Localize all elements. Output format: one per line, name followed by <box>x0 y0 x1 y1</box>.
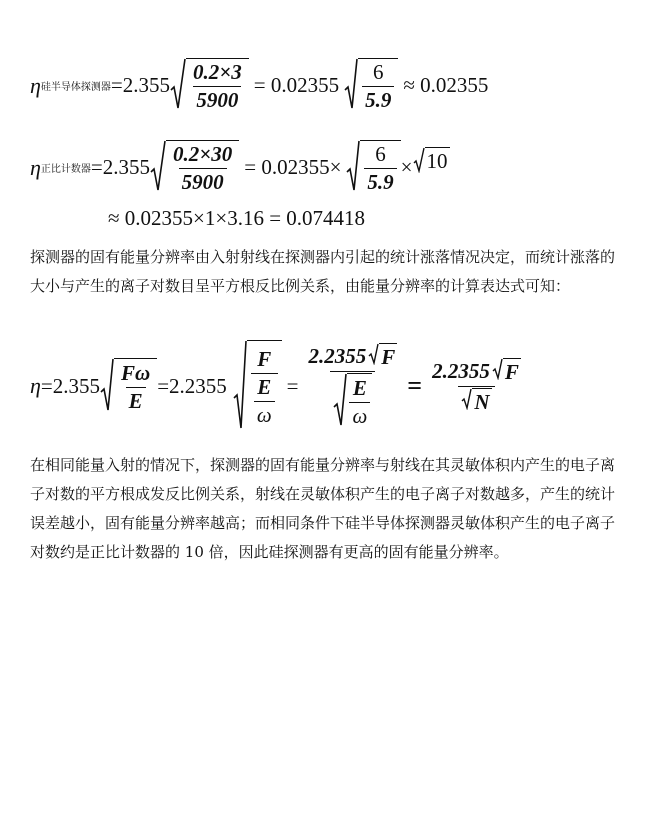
fraction-2 <box>364 142 396 195</box>
denominator: E <box>126 387 146 414</box>
numerator: 0.2×30 <box>173 142 233 166</box>
eta-symbol: η <box>30 373 41 398</box>
sqrt-3 <box>413 147 450 174</box>
numerator: 2.2355 F <box>432 358 519 384</box>
equals-sign: = <box>286 373 299 398</box>
denominator: N <box>458 386 494 415</box>
sqrt-f-omega-over-e <box>100 358 157 414</box>
approx-value: ≈ 0.02355 <box>403 73 489 97</box>
paragraph-statistical-fluctuation: 探测器的固有能量分辨率由入射射线在探测器内引起的统计涨落情况决定，而统计涨落的大小与产生的离子对数目呈平方根反比例关系，由能量分辨率的计算表达式可知： <box>30 248 616 295</box>
fraction-inner <box>254 375 275 428</box>
denominator: $\frac{E}{\omega}$ <box>330 371 375 429</box>
denominator: 5.9 <box>362 86 394 113</box>
sqrt-1 <box>150 140 239 195</box>
fraction-coef-over-sqrt <box>305 343 400 429</box>
sqrt-f-over-e-over-omega <box>233 340 282 432</box>
numerator-e: E <box>257 374 272 399</box>
sqrt-1 <box>170 58 249 113</box>
denominator: 5900 <box>193 86 241 113</box>
numerator: 6 <box>372 60 384 84</box>
denominator: 5.9 <box>364 168 396 195</box>
fraction <box>118 361 153 414</box>
equation-silicon-detector <box>30 58 493 113</box>
numerator-f: F <box>257 346 272 371</box>
subscript-silicon: 硅半导体探测器 <box>40 82 111 93</box>
numerator: Fω <box>121 360 151 385</box>
equation-proportional-counter <box>30 140 450 195</box>
times-sign: × <box>400 155 413 179</box>
numerator: 2.2355 F <box>308 344 396 369</box>
eta-symbol: η <box>30 154 41 180</box>
fraction-final <box>429 358 524 415</box>
equation-result-line: ≈ 0.02355×1×3.16 = 0.074418 <box>108 206 366 230</box>
coefficient: =2.355 <box>110 73 171 97</box>
fraction-1 <box>190 60 245 113</box>
eta-symbol: η <box>30 72 41 98</box>
denominator-omega: ω <box>254 401 275 428</box>
numerator: 0.2×3 <box>193 60 242 84</box>
paragraph-conclusion: 在相同能量入射的情况下，探测器的固有能量分辨率与射线在其灵敏体积内产生的电子离子对数的平方根成发反比例关系，射线在灵敏体积产生的电子离子对数越多，产生的统计误差越小，固有能量分辨率越高；而相同条件下硅半导体探测器灵敏体积产生的电子离子对数约是正比计数器的 10 倍，因此硅探测器有更高的固有能量分辨率。 <box>30 456 616 561</box>
sqrt-value: 10 <box>426 149 448 173</box>
subscript-counter: 正比计数器 <box>40 164 91 175</box>
sqrt-2 <box>346 140 400 195</box>
equals-coef: = 0.02355 <box>253 73 340 97</box>
fraction-2 <box>362 60 394 113</box>
equals-coef: = 0.02355× <box>244 155 342 179</box>
equation-resolution-general <box>30 340 526 432</box>
sqrt-2 <box>344 58 398 113</box>
mid-coefficient: =2.2355 <box>157 373 227 398</box>
coefficient: =2.355 <box>90 155 151 179</box>
fraction-outer <box>251 347 278 428</box>
denominator: 5900 <box>179 168 227 195</box>
coefficient: =2.355 <box>40 373 101 398</box>
fraction-1 <box>170 142 235 195</box>
numerator: 6 <box>375 142 386 166</box>
bold-equals-sign: = <box>407 371 423 400</box>
